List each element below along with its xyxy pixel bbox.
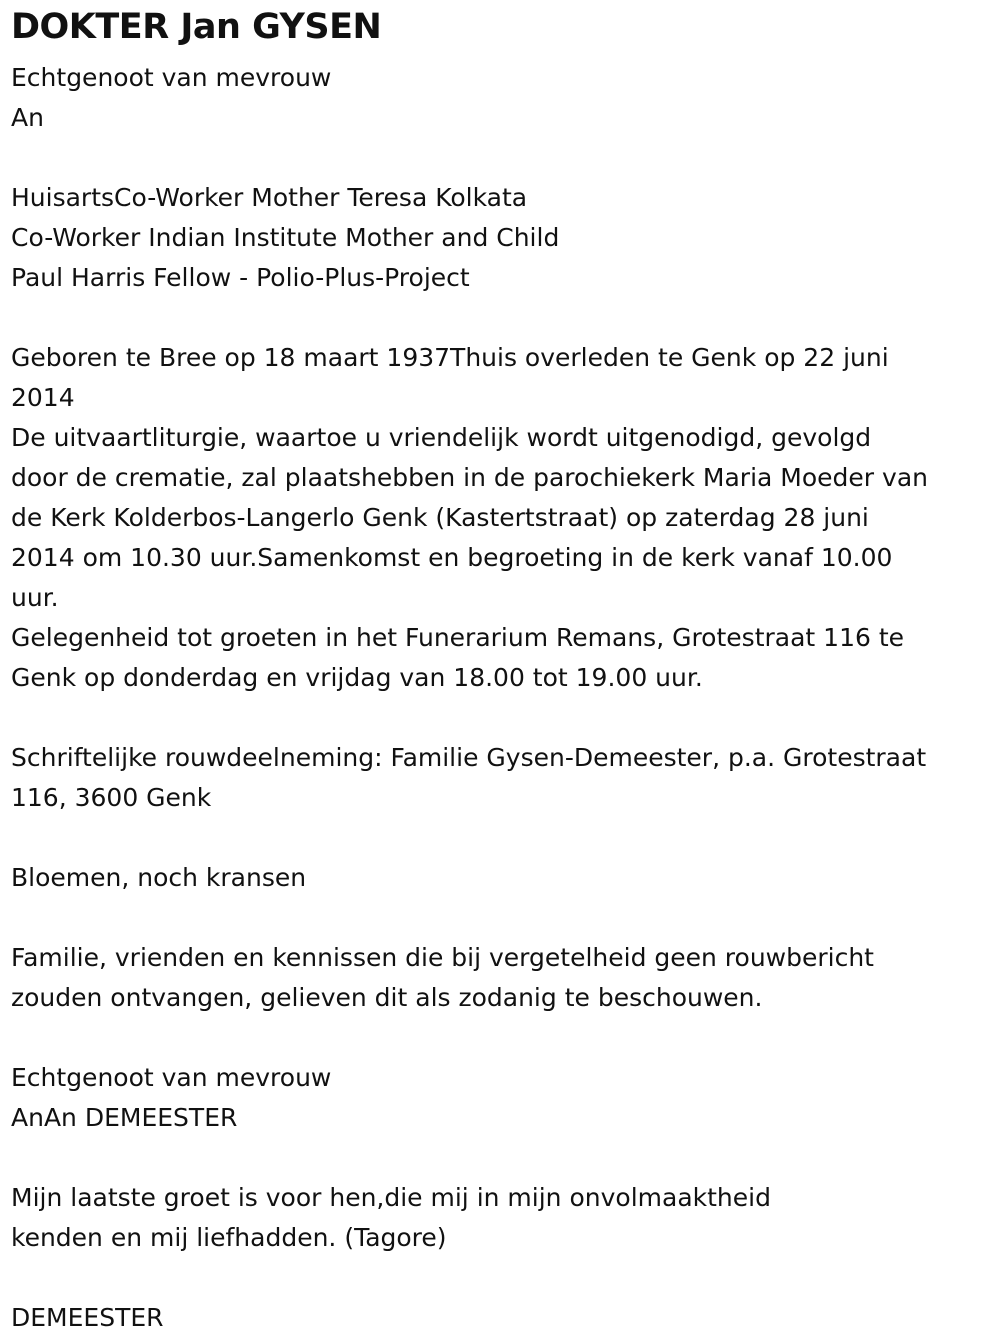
text-line: zouden ontvangen, gelieven dit als zodanig te beschouwen. (11, 983, 763, 1012)
text-line: HuisartsCo-Worker Mother Teresa Kolkata (11, 183, 528, 212)
text-line: Familie, vrienden en kennissen die bij vergetelheid geen rouwbericht (11, 943, 874, 972)
text-line: de Kerk Kolderbos-Langerlo Genk (Kastertstraat) op zaterdag 28 juni (11, 503, 869, 532)
text-line: door de crematie, zal plaatshebben in de parochiekerk Maria Moeder van (11, 463, 928, 492)
obituary-text (11, 58, 1000, 1338)
text-line: DEMEESTER (11, 1303, 164, 1332)
text-line: Geboren te Bree op 18 maart 1937Thuis overleden te Genk op 22 juni (11, 343, 889, 372)
text-line: kenden en mij liefhadden. (Tagore) (11, 1223, 447, 1252)
page-title: DOKTER Jan GYSEN (11, 7, 382, 47)
text-line: 2014 (11, 383, 75, 412)
text-line: 2014 om 10.30 uur.Samenkomst en begroeting in de kerk vanaf 10.00 (11, 543, 893, 572)
text-line: uur. (11, 583, 59, 612)
blank-line (11, 818, 1000, 858)
blank-line (11, 298, 1000, 338)
text-line: Echtgenoot van mevrouw (11, 63, 332, 92)
text-line: Bloemen, noch kransen (11, 863, 307, 892)
text-line: De uitvaartliturgie, waartoe u vriendelijk wordt uitgenodigd, gevolgd (11, 423, 872, 452)
text-line: 116, 3600 Genk (11, 783, 212, 812)
blank-line (11, 898, 1000, 938)
text-line: Gelegenheid tot groeten in het Funerarium Remans, Grotestraat 116 te (11, 623, 905, 652)
text-line: Co-Worker Indian Institute Mother and Child (11, 223, 560, 252)
blank-line (11, 1138, 1000, 1178)
blank-line (11, 1258, 1000, 1298)
text-line: Echtgenoot van mevrouw (11, 1063, 332, 1092)
blank-line (11, 138, 1000, 178)
text-line: Mijn laatste groet is voor hen,die mij in mijn onvolmaaktheid (11, 1183, 771, 1212)
text-line: An (11, 103, 44, 132)
text-line: AnAn DEMEESTER (11, 1103, 238, 1132)
text-line: Genk op donderdag en vrijdag van 18.00 tot 19.00 uur. (11, 663, 703, 692)
text-line: Schriftelijke rouwdeelneming: Familie Gysen-Demeester, p.a. Grotestraat (11, 743, 927, 772)
blank-line (11, 1018, 1000, 1058)
text-line: Paul Harris Fellow - Polio-Plus-Project (11, 263, 470, 292)
blank-line (11, 698, 1000, 738)
